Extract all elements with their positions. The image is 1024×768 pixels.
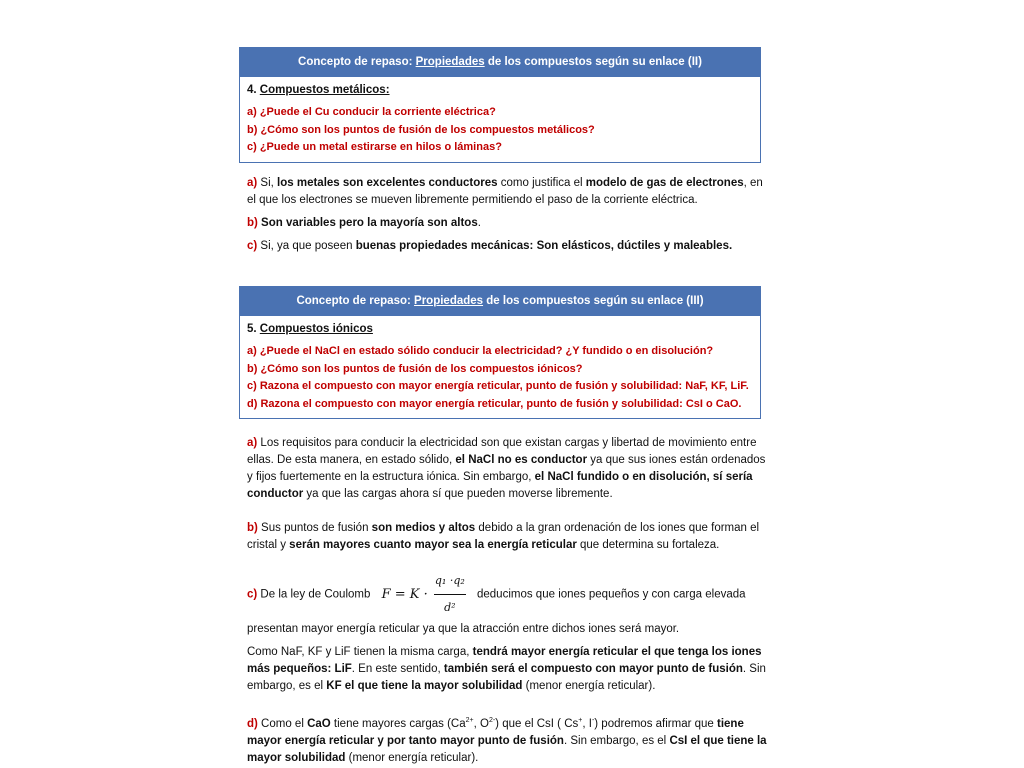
answer-c-intro: c) De la ley de Coulomb F = K · $\frac{\text{q₁ ·q₂}}{\text{d²}}$ deducimos que iones pequeños y con carga elevada: [247, 568, 767, 621]
answer-c-body: Como NaF, KF y LiF tienen la misma carga, tendrá mayor energía reticular el que tenga los iones más pequeños: LiF. En este sentido, también será el compuesto con mayor punto de fusión. Sin embargo, es el KF el que tiene la mayor solubilidad (menor energía reticular).: [247, 646, 766, 692]
question-b: b) ¿Cómo son los puntos de fusión de los compuestos iónicos?: [247, 362, 583, 375]
answers-ionic: [247, 435, 767, 767]
answer-c-line2: presentan mayor energía reticular ya que la atracción entre dichos iones será mayor.: [247, 623, 680, 635]
title-suffix: de los compuestos según su enlace (II): [484, 56, 702, 68]
title-underlined: Propiedades: [415, 56, 485, 68]
answer-c: c) Si, ya que poseen buenas propiedades mecánicas: Son elásticos, dúctiles y maleables.: [247, 240, 733, 252]
title-prefix: Concepto de repaso:: [296, 295, 415, 307]
title-underlined: Propiedades: [414, 295, 484, 307]
question-b: b) ¿Cómo son los puntos de fusión de los compuestos metálicos?: [247, 123, 595, 136]
question-c: c) ¿Puede un metal estirarse en hilos o láminas?: [247, 141, 502, 153]
box-title: [240, 287, 760, 316]
answer-a: a) Los requisitos para conducir la electricidad son que existan cargas y libertad de movimiento entre ellas. De esta manera, en estado sólido, el NaCl no es conductor ya que sus iones están ordenados y fijos fuertemente en la estructura iónica. Sin embargo, el NaCl fundido o en disolución, sí sería conductor ya que las cargas ahora sí que pueden moverse libremente.: [247, 437, 766, 500]
question-a: a) ¿Puede el NaCl en estado sólido conducir la electricidad? ¿Y fundido o en disolución?: [247, 345, 714, 357]
review-box-ionic: [239, 286, 761, 419]
answers-metallic: [247, 175, 767, 255]
review-box-metallic: [239, 47, 761, 163]
question-a: a) ¿Puede el Cu conducir la corriente eléctrica?: [247, 106, 496, 118]
answer-b: b) Sus puntos de fusión son medios y altos debido a la gran ordenación de los iones que forman el cristal y serán mayores cuanto mayor sea la energía reticular que determina su fortaleza.: [247, 522, 760, 551]
answer-d: d) Como el CaO tiene mayores cargas ($Ca^{2+}$, $O^{2-}$) que el CsI ( Cs+, I-) podremos afirmar que tiene mayor energía reticular y por tanto mayor punto de fusión. Sin embargo, es el CsI el que tiene la mayor solubilidad (menor energía reticular).: [247, 717, 767, 764]
answer-b: b) Son variables pero la mayoría son altos.: [247, 217, 481, 229]
question-d: d) Razona el compuesto con mayor energía reticular, punto de fusión y solubilidad: CsI o CaO.: [247, 397, 742, 410]
coulomb-formula: F = K · $\frac{\text{q₁ ·q₂}}{\text{d²}}$: [382, 568, 466, 621]
section-heading: 4. Compuestos metálicos:: [247, 84, 390, 96]
box-title: [240, 48, 760, 77]
section-heading: 5. Compuestos iónicos: [247, 323, 373, 335]
answer-a: a) Si, los metales son excelentes conductores como justifica el modelo de gas de electrones, en el que los electrones se mueven libremente permitiendo el paso de la corriente eléctrica.: [247, 177, 763, 206]
question-c: c) Razona el compuesto con mayor energía reticular, punto de fusión y solubilidad: NaF, KF, LiF.: [247, 380, 749, 392]
title-suffix: de los compuestos según su enlace (III): [483, 295, 704, 307]
title-prefix: Concepto de repaso:: [298, 56, 416, 68]
